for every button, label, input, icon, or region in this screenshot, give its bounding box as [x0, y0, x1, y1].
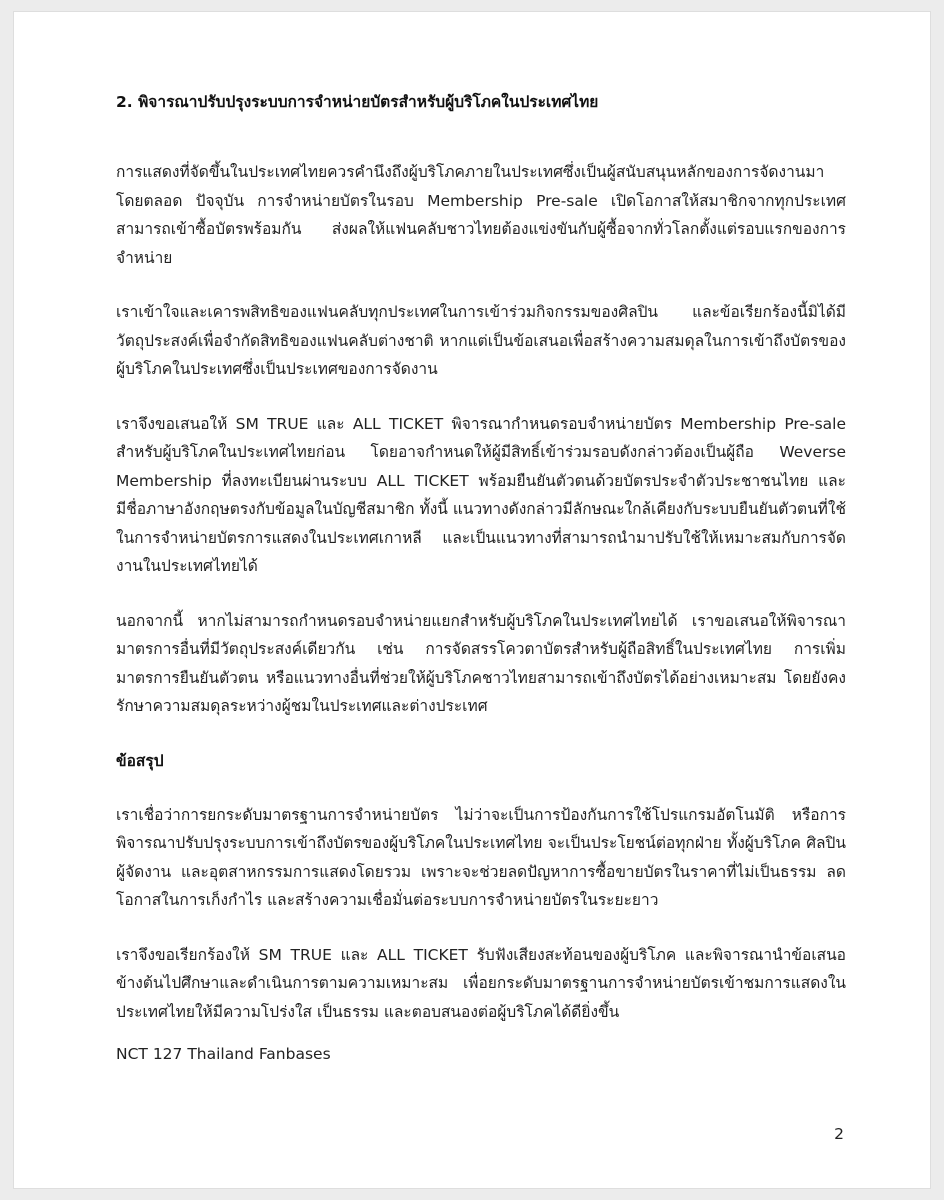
paragraph-domestic-consumers: การแสดงที่จัดขึ้นในประเทศไทยควรคำนึงถึงผู้บริโภคภายในประเทศซึ่งเป็นผู้สนับสนุนหลักของการจัดงานมาโดยตลอด ปัจจุบัน การจำหน่ายบัตรในรอบ Membership Pre-sale เปิดโอกาสให้สมาชิกจากทุกประเทศสามารถเข้าซื้อบัตรพร้อมกัน ส่งผลให้แฟนคลับชาวไทยต้องแข่งขันกับผู้ซื้อจากทั่วโลกตั้งแต่รอบแรกของการจำหน่าย	[116, 163, 846, 267]
conclusion-heading: ข้อสรุป	[116, 751, 164, 770]
section-heading: 2. พิจารณาปรับปรุงระบบการจำหน่ายบัตรสำหรับผู้บริโภคในประเทศไทย	[116, 93, 599, 111]
paragraph-call-to-action: เราจึงขอเรียกร้องให้ SM TRUE และ ALL TICKET รับฟังเสียงสะท้อนของผู้บริโภค และพิจารณานำข้อเสนอข้างต้นไปศึกษาและดำเนินการตามความเหมาะสม เพื่อยกระดับมาตรฐานการจำหน่ายบัตรเข้าชมการแสดงในประเทศไทยให้มีความโปร่งใส เป็นธรรม และตอบสนองต่อผู้บริโภคได้ดียิ่งขึ้น	[116, 945, 846, 1021]
signature: NCT 127 Thailand Fanbases	[116, 1045, 331, 1063]
paragraph-fan-rights: เราเข้าใจและเคารพสิทธิของแฟนคลับทุกประเทศในการเข้าร่วมกิจกรรมของศิลปิน และข้อเรียกร้องนี้มิได้มีวัตถุประสงค์เพื่อจำกัดสิทธิของแฟนคลับต่างชาติ หากแต่เป็นข้อเสนอเพื่อสร้างความสมดุลในการเข้าถึงบัตรของผู้บริโภคในประเทศซึ่งเป็นประเทศของการจัดงาน	[116, 303, 846, 378]
paragraph-conclusion: เราเชื่อว่าการยกระดับมาตรฐานการจำหน่ายบัตร ไม่ว่าจะเป็นการป้องกันการใช้โปรแกรมอัตโนมัติ หรือการพิจารณาปรับปรุงระบบการเข้าถึงบัตรของผู้บริโภคในประเทศไทย จะเป็นประโยชน์ต่อทุกฝ่าย ทั้งผู้บริโภค ศิลปิน ผู้จัดงาน และอุตสาหกรรมการแสดงโดยรวม เพราะจะช่วยลดปัญหาการซื้อขายบัตรในราคาที่ไม่เป็นธรรม ลดโอกาสในการเก็งกำไร และสร้างความเชื่อมั่นต่อระบบการจำหน่ายบัตรในระยะยาว	[116, 805, 846, 909]
paragraph-proposal: เราจึงขอเสนอให้ SM TRUE และ ALL TICKET พิจารณากำหนดรอบจำหน่ายบัตร Membership Pre-sale สำหรับผู้บริโภคในประเทศไทยก่อน โดยอาจกำหนดให้ผู้มีสิทธิ์เข้าร่วมรอบดังกล่าวต้องเป็นผู้ถือ Weverse Membership ที่ลงทะเบียนผ่านระบบ ALL TICKET พร้อมยืนยันตัวตนด้วยบัตรประจำตัวประชาชนไทย และมีชื่อภาษาอังกฤษตรงกับข้อมูลในบัญชีสมาชิก ทั้งนี้ แนวทางดังกล่าวมีลักษณะใกล้เคียงกับระบบยืนยันตัวตนที่ใช้ในการจำหน่ายบัตรการแสดงในประเทศเกาหลี และเป็นแนวทางที่สามารถนำมาปรับใช้ให้เหมาะสมกับการจัดงานในประเทศไทยได้	[116, 414, 846, 575]
page-number: 2	[834, 1125, 844, 1143]
document-body	[116, 88, 846, 1068]
paragraph-alternative-measures: นอกจากนี้ หากไม่สามารถกำหนดรอบจำหน่ายแยกสำหรับผู้บริโภคในประเทศไทยได้ เราขอเสนอให้พิจารณามาตรการอื่นที่มีวัตถุประสงค์เดียวกัน เช่น การจัดสรรโควตาบัตรสำหรับผู้ถือสิทธิ์ในประเทศไทย การเพิ่มมาตรการยืนยันตัวตน หรือแนวทางอื่นที่ช่วยให้ผู้บริโภคชาวไทยสามารถเข้าถึงบัตรได้อย่างเหมาะสม โดยยังคงรักษาความสมดุลระหว่างผู้ชมในประเทศและต่างประเทศ	[116, 611, 846, 715]
document-page	[14, 12, 930, 1188]
